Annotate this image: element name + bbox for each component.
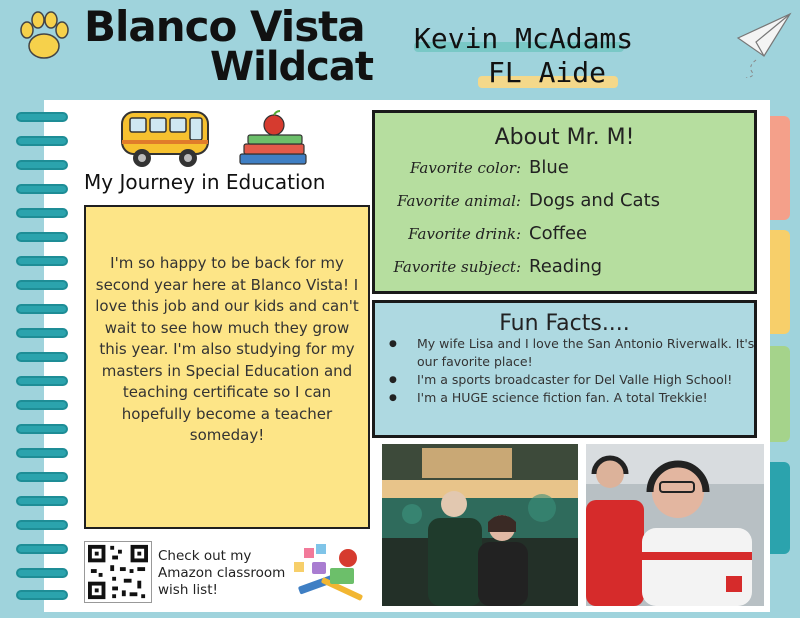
list-item: ● I'm a HUGE science fiction fan. A total Trekkie! [389, 389, 761, 407]
journey-text: I'm so happy to be back for my second year here at Blanco Vista! I love this job and our kids and can't wait to see how much they grow this year. I'm also studying for my masters in Special Education and teaching certificate so I can hopefully become a teacher someday! [95, 254, 359, 444]
fun-facts-box [372, 300, 757, 438]
favorite-label: Favorite animal: [397, 192, 521, 210]
journey-note [84, 205, 370, 529]
favorite-label: Favorite subject: [393, 258, 521, 276]
wishlist-text: Check out my Amazon classroom wish list! [158, 548, 286, 598]
favorite-value: Blue [529, 157, 569, 178]
favorite-label: Favorite drink: [408, 225, 521, 243]
school-bus-icon [118, 106, 212, 170]
divider-tab-teal [770, 462, 790, 554]
favorite-value: Reading [529, 256, 603, 277]
divider-tab-orange [770, 116, 790, 220]
favorite-label: Favorite color: [410, 159, 521, 177]
list-item: ● I'm a sports broadcaster for Del Valle High School! [389, 371, 761, 389]
riverwalk-photo [382, 444, 578, 606]
school-supplies-icon [290, 540, 370, 606]
list-item: ● My wife Lisa and I love the San Antonio Riverwalk. It's our favorite place! [389, 335, 761, 371]
school-mascot: Wildcat [210, 44, 373, 90]
favorite-value: Dogs and Cats [529, 190, 661, 211]
qr-code-icon[interactable] [84, 541, 152, 603]
favorite-value: Coffee [529, 223, 588, 244]
staff-name: Kevin McAdams [414, 22, 634, 55]
about-box [372, 110, 757, 294]
school-title: Blanco Vista [84, 2, 365, 51]
books-apple-icon [236, 110, 310, 168]
paw-icon [14, 6, 74, 66]
fun-facts-list [389, 335, 761, 407]
paper-plane-icon [734, 8, 794, 78]
divider-tab-green [770, 346, 790, 442]
journey-heading: My Journey in Education [84, 170, 326, 194]
divider-tab-yellow [770, 230, 790, 334]
fun-facts-heading: Fun Facts.... [499, 311, 630, 336]
about-heading: About Mr. M! [494, 125, 635, 150]
staff-role: FL Aide [488, 56, 607, 89]
broadcast-photo [586, 444, 764, 606]
